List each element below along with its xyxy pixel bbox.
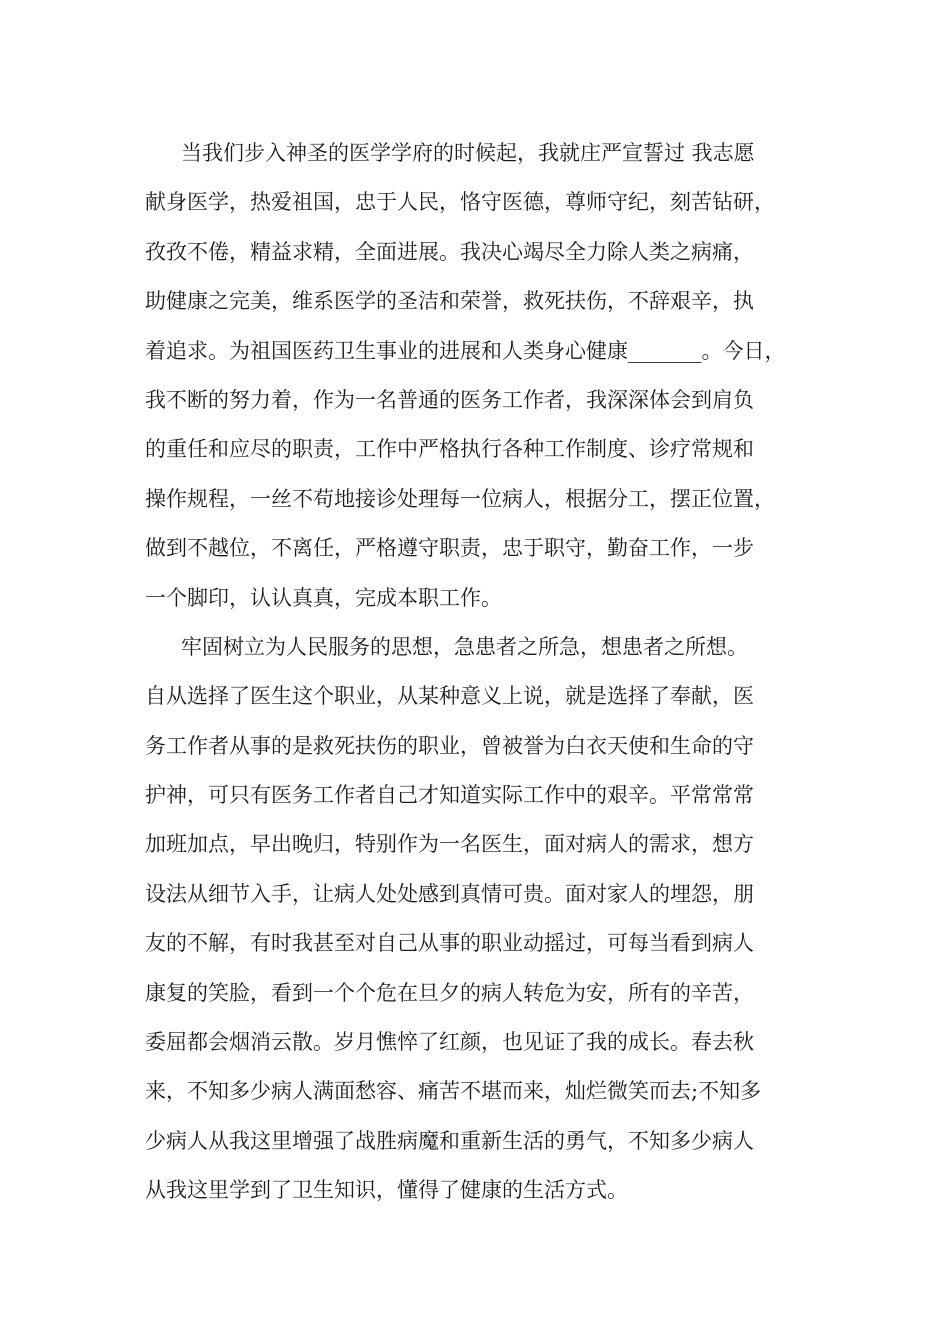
paragraph-line: 从我这里学到了卫生知识，懂得了健康的生活方式。 (145, 1178, 628, 1203)
paragraph-line: 我不断的努力着，作为一名普通的医务工作者，我深深体会到肩负 (145, 387, 754, 412)
paragraph-line: 孜孜不倦，精益求精，全面进展。我决心竭尽全力除人类之病痛， (145, 239, 754, 264)
paragraph-line: 来，不知多少病人满面愁容、痛苦不堪而来，灿烂微笑而去;不知多 (145, 1079, 762, 1104)
paragraph-line: 少病人从我这里增强了战胜病魔和重新生活的勇气，不知多少病人 (145, 1128, 754, 1153)
paragraph-line: 护神，可只有医务工作者自己才知道实际工作中的艰辛。平常常常 (145, 783, 754, 808)
paragraph-line: 设法从细节入手，让病人处处感到真情可贵。面对家人的埋怨，朋 (145, 881, 754, 906)
paragraph-line: 着追求。为祖国医药卫生事业的进展和人类身心健康_______。今日， (145, 338, 786, 363)
paragraph-line: 加班加点，早出晚归，特别作为一名医生，面对病人的需求，想方 (145, 832, 754, 857)
paragraph-line: 牢固树立为人民服务的思想，急患者之所急，想患者之所想。 (181, 634, 748, 659)
paragraph-1 (145, 133, 835, 627)
paragraph-line: 操作规程，一丝不苟地接诊处理每一位病人，根据分工，摆正位置， (145, 486, 775, 511)
paragraph-line: 康复的笑脸，看到一个个危在旦夕的病人转危为安，所有的辛苦， (145, 980, 754, 1005)
paragraph-line: 自从选择了医生这个职业，从某种意义上说，就是选择了奉献，医 (145, 684, 754, 709)
document-body (145, 133, 835, 1220)
paragraph-2 (145, 627, 835, 1220)
paragraph-line: 一个脚印，认认真真，完成本职工作。 (145, 585, 502, 610)
paragraph-line: 做到不越位，不离任，严格遵守职责，忠于职守，勤奋工作，一步 (145, 536, 754, 561)
paragraph-line: 助健康之完美，维系医学的圣洁和荣誉，救死扶伤，不辞艰辛，执 (145, 289, 754, 314)
paragraph-line: 当我们步入神圣的医学学府的时候起，我就庄严宣誓过 我志愿 (181, 141, 755, 165)
paragraph-line: 友的不解，有时我甚至对自己从事的职业动摇过，可每当看到病人 (145, 931, 754, 956)
paragraph-line: 委屈都会烟消云散。岁月憔悴了红颜，也见证了我的成长。春去秋 (145, 1030, 754, 1055)
paragraph-line: 务工作者从事的是救死扶伤的职业，曾被誉为白衣天使和生命的守 (145, 733, 754, 758)
paragraph-line: 献身医学，热爱祖国，忠于人民，恪守医德，尊师守纪，刻苦钻研， (145, 190, 775, 215)
paragraph-line: 的重任和应尽的职责，工作中严格执行各种工作制度、诊疗常规和 (145, 437, 754, 462)
